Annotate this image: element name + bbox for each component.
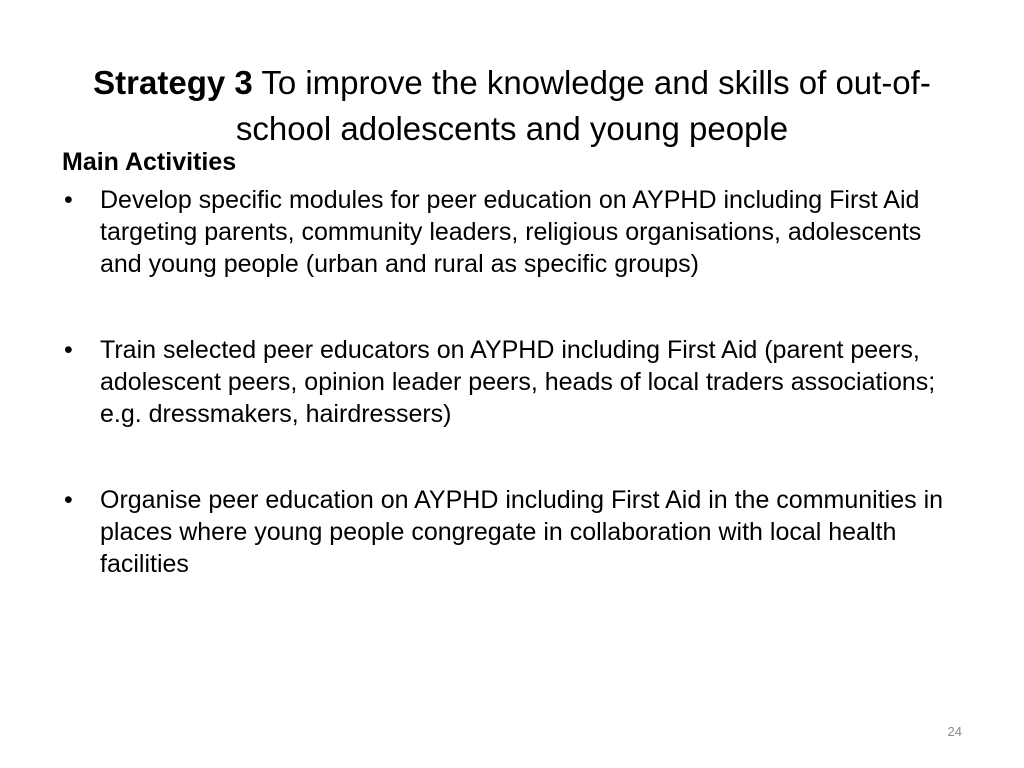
slide-title [60,60,964,152]
bullet-icon: • [64,336,73,364]
bullet-icon: • [64,486,73,514]
bullet-icon: • [64,186,73,214]
slide-content [62,146,962,634]
list-item-text: Develop specific modules for peer education on AYPHD including First Aid targeting parents, community leaders, religious organisations, adolescents and young people (urban and rural as specific groups) [100,186,922,278]
list-item [62,184,962,280]
list-item-text: Organise peer education on AYPHD including First Aid in the communities in places where young people congregate in collaboration with local health facilities [100,486,944,578]
list-item-text: Train selected peer educators on AYPHD including First Aid (parent peers, adolescent peers, opinion leader peers, heads of local traders associations; e.g. dressmakers, hairdressers) [100,336,936,428]
slide-title-rest: To improve the knowledge and skills of out-of-school adolescents and young people [235,64,931,148]
slide-title-strong: Strategy 3 [93,64,253,102]
activity-list [62,184,962,580]
list-item [62,484,962,580]
page-number: 24 [947,724,962,739]
list-item [62,334,962,430]
section-heading: Main Activities [62,148,237,176]
